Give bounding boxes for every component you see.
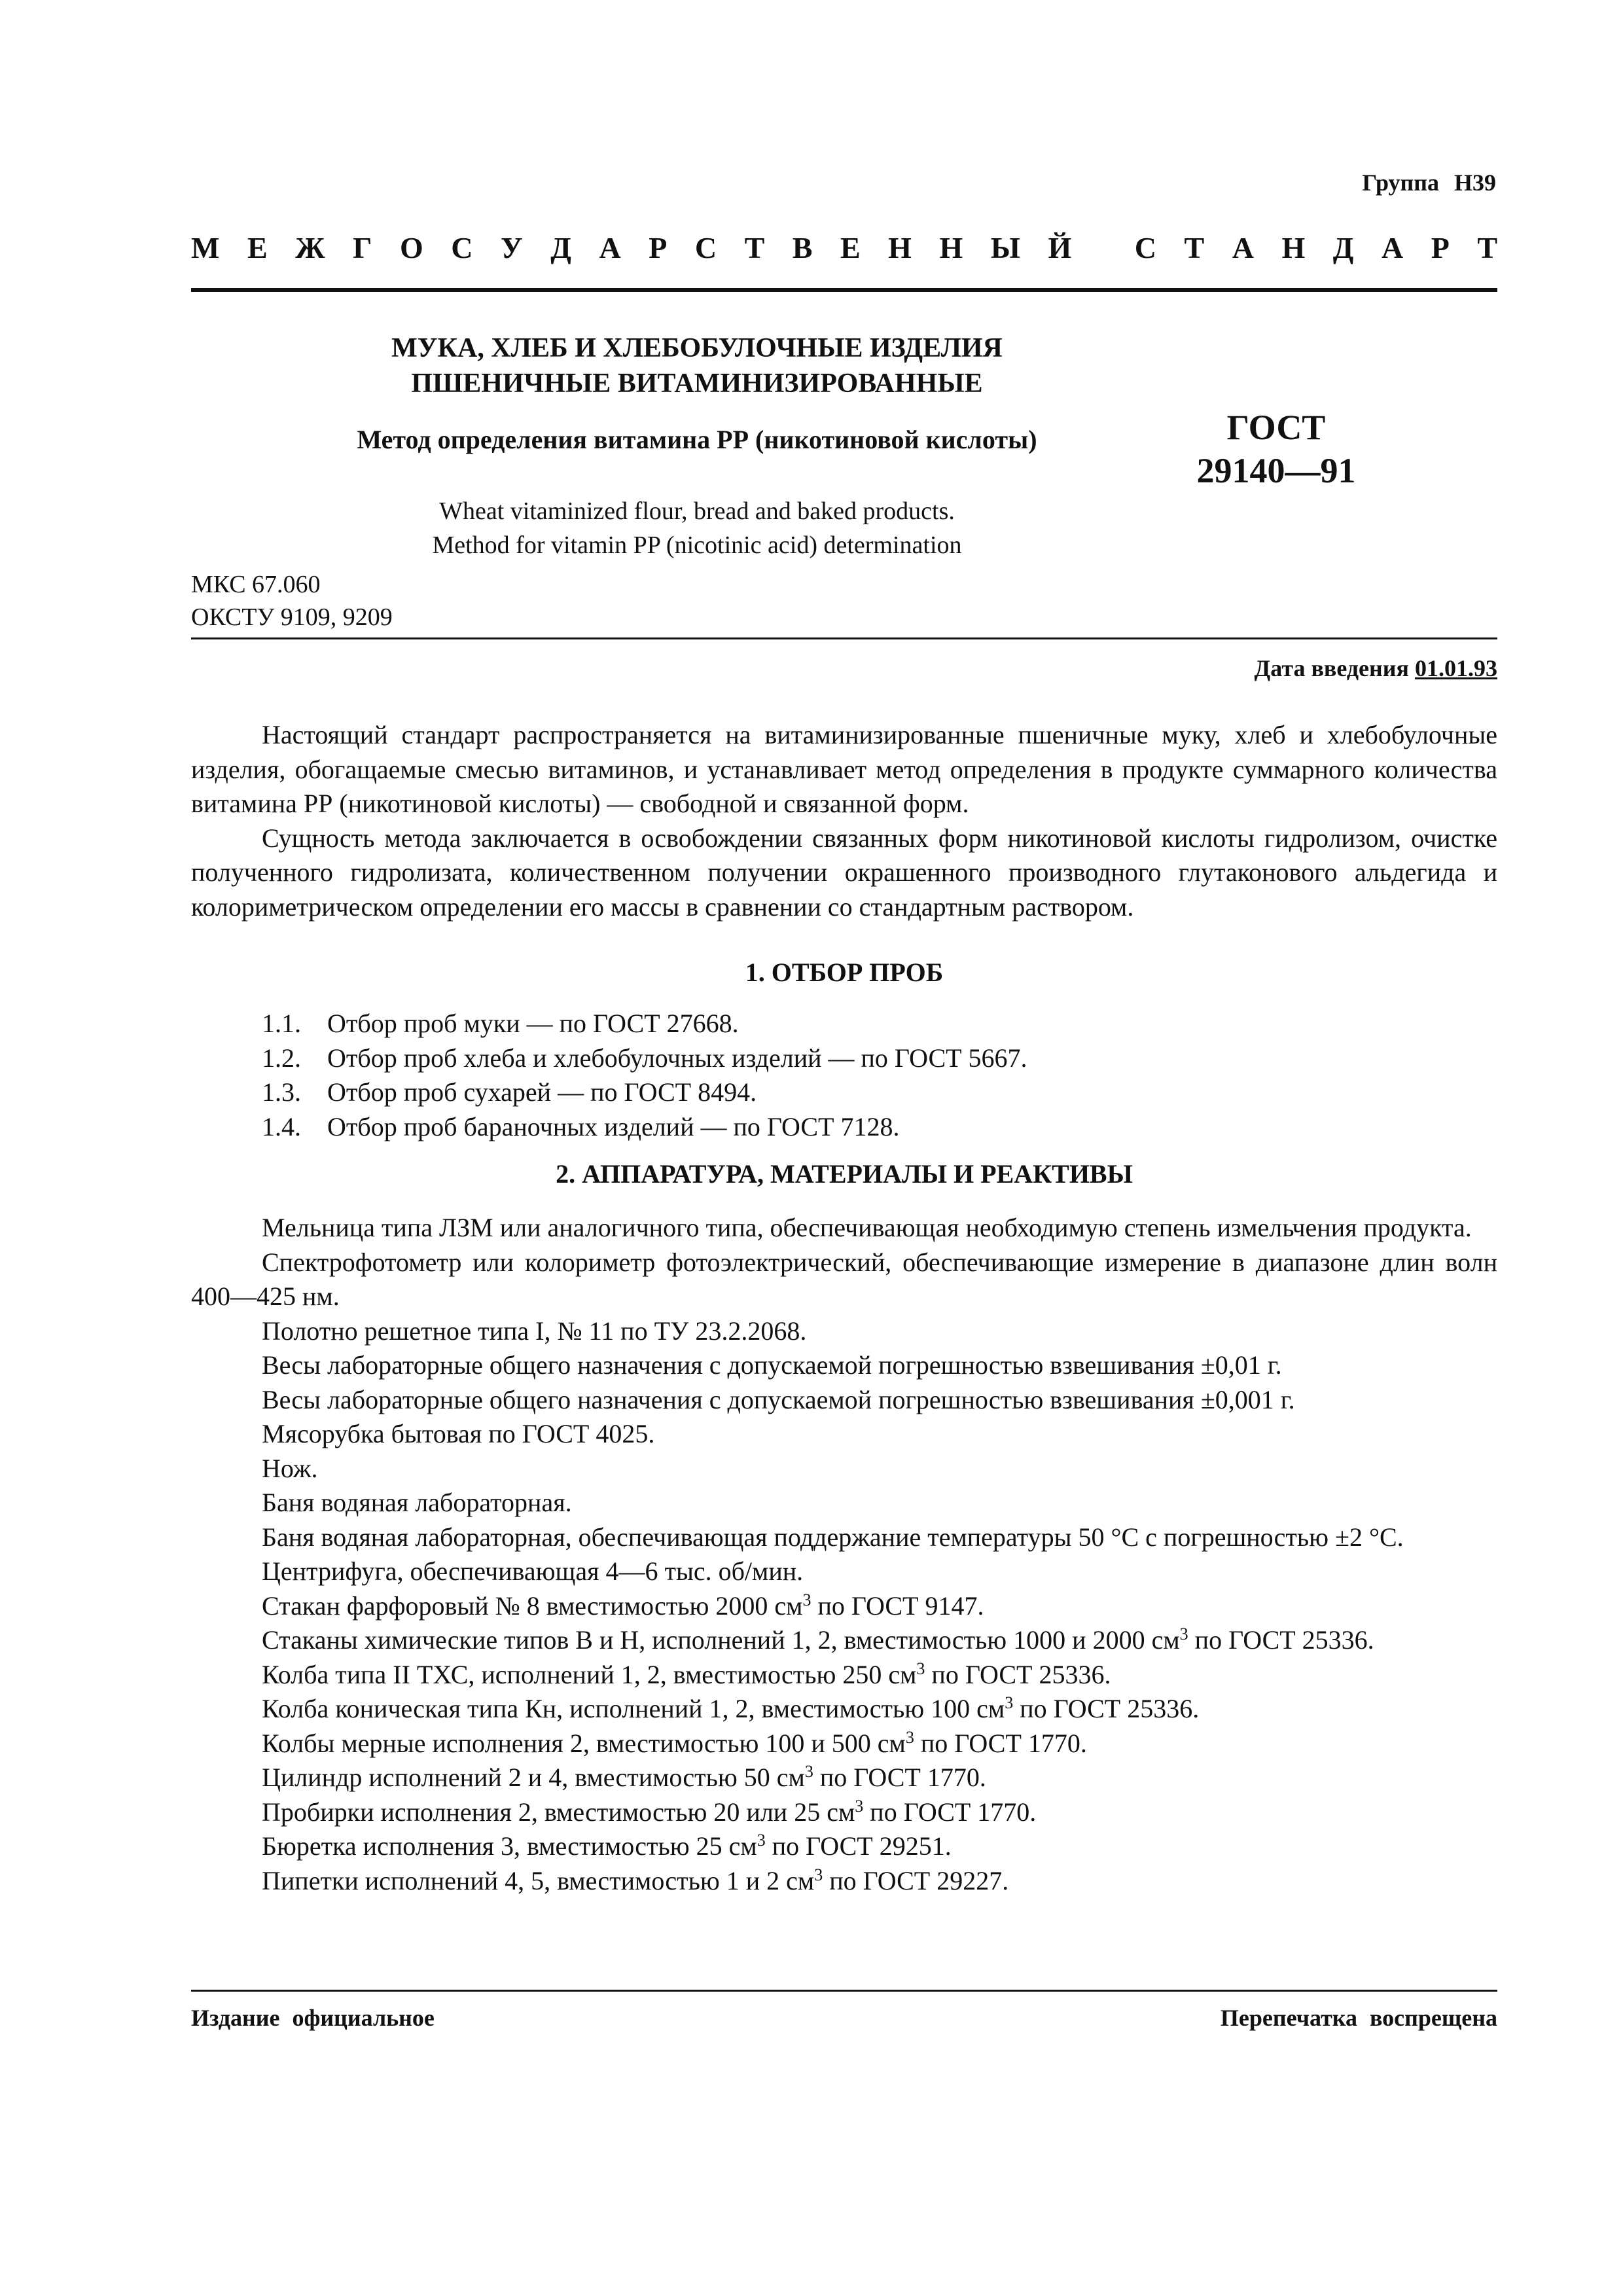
title-line-2: ПШЕНИЧНЫЕ ВИТАМИНИЗИРОВАННЫЕ [411, 368, 983, 399]
list-item: 1.3. Отбор проб сухарей — по ГОСТ 8494. [262, 1077, 757, 1107]
heading-letter: О [399, 231, 423, 264]
equipment-item: Колбы мерные исполнения 2, вместимостью 100 и 500 $см^3$ по ГОСТ 1770. [262, 1727, 1087, 1758]
equipment-item: Баня водяная лабораторная, обеспечивающая поддержание температуры 50 °С с погрешностью ±2 °С. [262, 1522, 1404, 1552]
document-subtitle: Метод определения витамина РР (никотиновой кислоты) [357, 425, 1037, 454]
equipment-item: Весы лабораторные общего назначения с допускаемой погрешностью взвешивания ±0,01 г. [262, 1350, 1282, 1380]
equipment-item: Колба типа II ТХС, исполнений 1, 2, вместимостью 250 $см^3$ по ГОСТ 25336. [262, 1659, 1111, 1689]
heading-letter: Е [247, 231, 268, 264]
english-line-1: Wheat vitaminized flour, bread and baked products. [439, 497, 955, 525]
heading-letter: С [451, 231, 473, 264]
heading-letter: А [1381, 231, 1404, 264]
equipment-item: Полотно решетное типа I, № 11 по ТУ 23.2.2068. [262, 1316, 807, 1346]
heading-letter: А [1232, 231, 1254, 264]
equipment-item: Баня водяная лабораторная. [262, 1488, 572, 1517]
header-rule [191, 288, 1497, 292]
introduction-date [1255, 655, 1498, 682]
title-line-1: МУКА, ХЛЕБ И ХЛЕБОБУЛОЧНЫЕ ИЗДЕЛИЯ [391, 333, 1003, 363]
heading-letter: Е [840, 231, 861, 264]
heading-letter: Н [939, 231, 963, 264]
heading-letter: У [500, 231, 523, 264]
equipment-item: Спектрофотометр или колориметр фотоэлектрический, обеспечивающие измерение в диапазоне длин волн 400—425 нм. [191, 1247, 1497, 1311]
heading-letter: Н [1281, 231, 1306, 264]
gost-code: 29140—91 [1196, 451, 1356, 490]
equipment-item: Весы лабораторные общего назначения с допускаемой погрешностью взвешивания ±0,001 г. [262, 1384, 1295, 1414]
heading-letter: Т [744, 231, 765, 264]
equipment-item: Колба коническая типа Кн, исполнений 1, 2, вместимостью 100 $см^3$ по ГОСТ 25336. [262, 1693, 1200, 1723]
classification-codes [191, 568, 393, 634]
codes-rule [191, 637, 1497, 639]
heading-letter: Ж [295, 231, 325, 264]
intro-paragraph-2: Сущность метода заключается в освобождении связанных форм никотиновой кислоты гидролизом, очистке полученного гидролизата, количественном получении окрашенного производного глутаконового альдегида и колориметрическом определении его массы в сравнении со стандартным раствором. [191, 823, 1497, 922]
mks-code: МКС 67.060 [191, 571, 321, 598]
section-1-list [262, 1007, 1027, 1144]
heading-letter [1099, 230, 1107, 265]
equipment-item: Пипетки исполнений 4, 5, вместимостью 1 и 2 $см^3$ по ГОСТ 29227. [262, 1865, 1009, 1895]
equipment-item: Центрифуга, обеспечивающая 4—6 тыс. об/мин. [262, 1556, 804, 1586]
heading-letter: Д [1332, 231, 1354, 264]
document-title [281, 331, 1113, 401]
list-item: 1.1. Отбор проб муки — по ГОСТ 27668. [262, 1009, 739, 1038]
heading-letter: Т [1477, 231, 1497, 264]
equipment-item: Стаканы химические типов В и Н, исполнений 1, 2, вместимостью 1000 и 2000 $см^3$ по ГОСТ 25336. [262, 1624, 1374, 1655]
equipment-item: Мясорубка бытовая по ГОСТ 4025. [262, 1419, 655, 1448]
official-edition-label: Издание официальное [191, 2005, 435, 2031]
group-code: Группа Н39 [1362, 170, 1496, 196]
okstu-code: ОКСТУ 9109, 9209 [191, 603, 393, 631]
heading-letter: Д [550, 231, 571, 264]
section-2-text [191, 1211, 1497, 1898]
heading-letter: Н [888, 231, 912, 264]
equipment-item: Мельница типа ЛЗМ или аналогичного типа, обеспечивающая необходимую степень измельчения продукта. [262, 1213, 1472, 1242]
heading-letter: Т [1184, 231, 1205, 264]
english-title [281, 494, 1113, 562]
heading-letter: М [191, 231, 220, 264]
heading-letter: С [694, 231, 717, 264]
list-item: 1.4. Отбор проб бараночных изделий — по ГОСТ 7128. [262, 1111, 900, 1141]
equipment-item: Цилиндр исполнений 2 и 4, вместимостью 50 $см^3$ по ГОСТ 1770. [262, 1762, 986, 1792]
heading-letter: А [599, 231, 621, 264]
heading-letter: Р [649, 231, 668, 264]
reprint-prohibited-label: Перепечатка воспрещена [1220, 2005, 1497, 2031]
heading-letter: Р [1431, 231, 1450, 264]
intro-paragraph-1: Настоящий стандарт распространяется на витаминизированные пшеничные муку, хлеб и хлебобулочные изделия, обогащаемые смесью витаминов, и устанавливает метод определения в продукте суммарного количества витамина РР (никотиновой кислоты) — свободной и связанной форм. [191, 720, 1497, 818]
heading-letter: Й [1048, 231, 1072, 264]
equipment-item: Бюретка исполнения 3, вместимостью 25 $см^3$ по ГОСТ 29251. [262, 1831, 952, 1861]
intro-text [191, 718, 1497, 924]
date-label: Дата введения [1254, 655, 1409, 681]
gost-number [1152, 406, 1400, 492]
equipment-item: Стакан фарфоровый № 8 вместимостью 2000 $см^3$ по ГОСТ 9147. [262, 1590, 984, 1621]
section-2-title: 2. АППАРАТУРА, МАТЕРИАЛЫ И РЕАКТИВЫ [556, 1159, 1133, 1189]
heading-letter: С [1134, 231, 1156, 264]
list-item: 1.2. Отбор проб хлеба и хлебобулочных изделий — по ГОСТ 5667. [262, 1043, 1027, 1073]
section-1-title: 1. ОТБОР ПРОБ [745, 958, 944, 987]
heading-letter: Г [353, 231, 372, 264]
footer-rule [191, 1990, 1497, 1992]
heading-letter: В [792, 231, 813, 264]
interstate-standard-heading [191, 230, 1497, 265]
date-value: 01.01.93 [1415, 655, 1497, 681]
equipment-item: Пробирки исполнения 2, вместимостью 20 или 25 $см^3$ по ГОСТ 1770. [262, 1796, 1037, 1827]
heading-letter: Ы [990, 231, 1020, 264]
english-line-2: Method for vitamin PP (nicotinic acid) determination [432, 531, 962, 559]
equipment-item: Нож. [262, 1453, 318, 1483]
gost-label: ГОСТ [1226, 408, 1326, 447]
